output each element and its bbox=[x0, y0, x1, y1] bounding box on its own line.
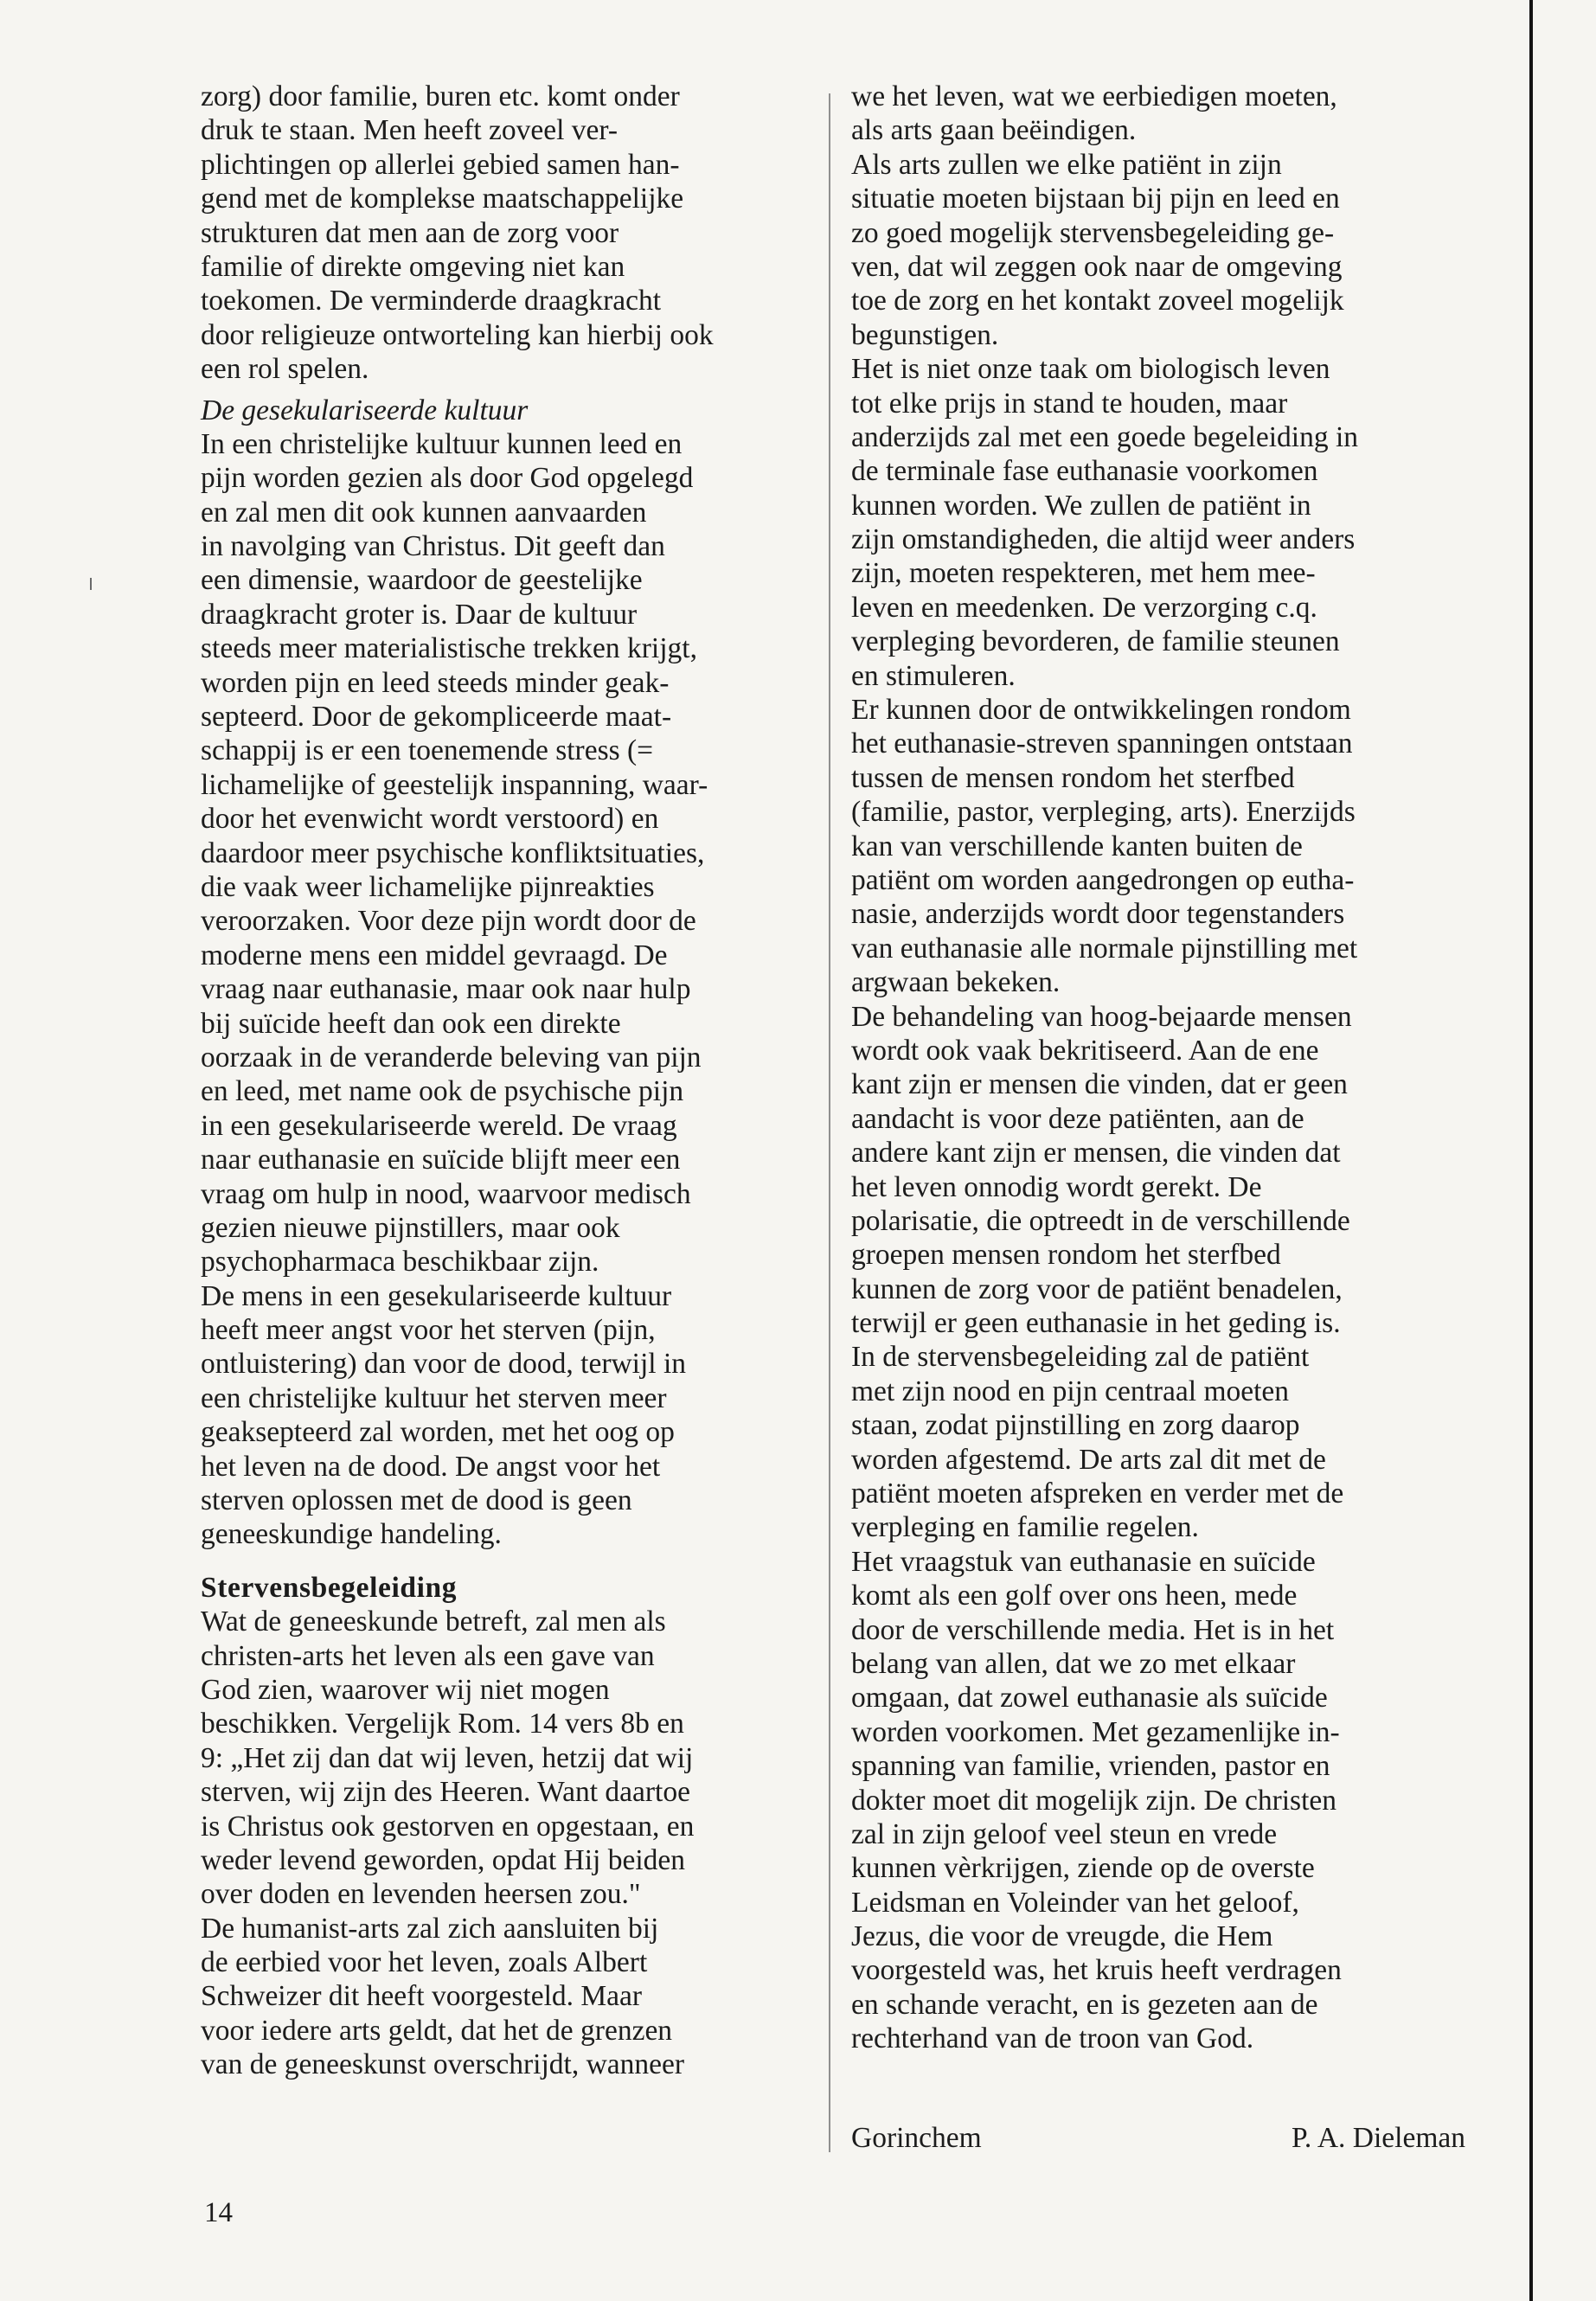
text-line: patiënt moeten afspreken en verder met de bbox=[851, 1477, 1344, 1510]
text-line: polarisatie, die optreedt in de verschillende bbox=[851, 1204, 1350, 1237]
text-line: leven en meedenken. De verzorging c.q. bbox=[851, 591, 1317, 624]
text-line: over doden en levenden heersen zou." bbox=[201, 1878, 641, 1911]
text-line: tussen de mensen rondom het sterfbed bbox=[851, 761, 1295, 794]
text-line: sterven oplossen met de dood is geen bbox=[201, 1484, 632, 1517]
column-divider bbox=[829, 93, 830, 2152]
text-line: het leven na de dood. De angst voor het bbox=[201, 1450, 661, 1483]
text-line: kant zijn er mensen die vinden, dat er geen bbox=[851, 1068, 1348, 1101]
text-line: een dimensie, waardoor de geestelijke bbox=[201, 564, 643, 597]
signature-author: P. A. Dieleman bbox=[1292, 2122, 1465, 2154]
text-line: voorgesteld was, het kruis heeft verdragen bbox=[851, 1954, 1342, 1987]
text-line: belang van allen, dat we zo met elkaar bbox=[851, 1647, 1296, 1680]
text-line: steeds meer materialistische trekken krijgt, bbox=[201, 632, 697, 665]
left-column bbox=[201, 80, 806, 2082]
text-line: plichtingen op allerlei gebied samen han- bbox=[201, 148, 680, 181]
text-line: oorzaak in de veranderde beleving van pijn bbox=[201, 1041, 702, 1074]
text-line: het leven onnodig wordt gerekt. De bbox=[851, 1170, 1262, 1203]
paragraph-family-care bbox=[201, 80, 806, 387]
text-line: en leed, met name ook de psychische pijn bbox=[201, 1075, 684, 1108]
text-line: als arts gaan beëindigen. bbox=[851, 114, 1137, 147]
text-line: druk te staan. Men heeft zoveel ver- bbox=[201, 114, 619, 147]
text-line: wordt ook vaak bekritiseerd. Aan de ene bbox=[851, 1034, 1319, 1067]
text-line: andere kant zijn er mensen, die vinden dat bbox=[851, 1137, 1341, 1170]
text-line: en schande veracht, en is gezeten aan de bbox=[851, 1988, 1318, 2021]
text-line: situatie moeten bijstaan bij pijn en leed en bbox=[851, 183, 1340, 215]
text-line: Het is niet onze taak om biologisch leven bbox=[851, 353, 1330, 386]
text-line: worden pijn en leed steeds minder geak- bbox=[201, 666, 670, 699]
text-line: toe de zorg en het kontakt zoveel mogelijk bbox=[851, 285, 1344, 317]
text-line: daardoor meer psychische konfliktsituaties, bbox=[201, 836, 705, 869]
text-line: kan van verschillende kanten buiten de bbox=[851, 830, 1303, 862]
text-line: worden voorkomen. Met gezamenlijke in- bbox=[851, 1715, 1340, 1748]
text-line: de terminale fase euthanasie voorkomen bbox=[851, 455, 1318, 488]
text-line: psychopharmaca beschikbaar zijn. bbox=[201, 1246, 599, 1279]
text-line: zo goed mogelijk stervensbegeleiding ge- bbox=[851, 216, 1335, 249]
text-line: 9: „Het zij dan dat wij leven, hetzij dat wij bbox=[201, 1741, 694, 1774]
text-line: kunnen de zorg voor de patiënt benadelen, bbox=[851, 1272, 1343, 1305]
text-line: vraag naar euthanasie, maar ook naar hulp bbox=[201, 973, 691, 1006]
text-line: naar euthanasie en suïcide blijft meer een bbox=[201, 1144, 681, 1176]
paragraph-stervensbegeleiding bbox=[201, 1605, 806, 2081]
text-line: een rol spelen. bbox=[201, 353, 369, 386]
text-line: kunnen worden. We zullen de patiënt in bbox=[851, 489, 1311, 522]
text-line: Wat de geneeskunde betreft, zal men als bbox=[201, 1606, 666, 1638]
text-line: verpleging bevorderen, de familie steunen bbox=[851, 625, 1340, 658]
text-line: worden afgestemd. De arts zal dit met de bbox=[851, 1443, 1326, 1476]
text-line: aandacht is voor deze patiënten, aan de bbox=[851, 1102, 1304, 1135]
text-line: kunnen vèrkrijgen, ziende op de overste bbox=[851, 1852, 1315, 1885]
text-line: strukturen dat men aan de zorg voor bbox=[201, 216, 619, 249]
page-edge-rule bbox=[1529, 0, 1533, 2301]
text-line: met zijn nood en pijn centraal moeten bbox=[851, 1375, 1290, 1407]
text-line: die vaak weer lichamelijke pijnreakties bbox=[201, 870, 655, 903]
text-line: schappij is er een toenemende stress (= bbox=[201, 734, 654, 767]
text-line: het euthanasie-streven spanningen ontstaan bbox=[851, 727, 1353, 760]
text-line: en zal men dit ook kunnen aanvaarden bbox=[201, 496, 647, 529]
text-line: Het vraagstuk van euthanasie en suïcide bbox=[851, 1545, 1316, 1578]
text-line: beschikken. Vergelijk Rom. 14 vers 8b en bbox=[201, 1708, 684, 1740]
text-line: God zien, waarover wij niet mogen bbox=[201, 1673, 610, 1706]
margin-mark bbox=[90, 578, 92, 590]
text-line: vraag om hulp in nood, waarvoor medisch bbox=[201, 1177, 691, 1210]
text-line: tot elke prijs in stand te houden, maar bbox=[851, 387, 1288, 420]
text-line: de eerbied voor het leven, zoals Albert bbox=[201, 1946, 648, 1979]
text-line: zal in zijn geloof veel steun en vrede bbox=[851, 1817, 1278, 1850]
right-column bbox=[851, 80, 1478, 2056]
text-line: moderne mens een middel gevraagd. De bbox=[201, 939, 668, 971]
text-line: door religieuze ontworteling kan hierbij ook bbox=[201, 318, 714, 351]
text-line: De behandeling van hoog-bejaarde mensen bbox=[851, 1000, 1352, 1033]
signature-place: Gorinchem bbox=[851, 2122, 982, 2154]
text-line: zijn, moeten respekteren, met hem mee- bbox=[851, 557, 1316, 590]
text-line: we het leven, wat we eerbiedigen moeten, bbox=[851, 80, 1337, 112]
text-line: Als arts zullen we elke patiënt in zijn bbox=[851, 148, 1282, 181]
text-line: lichamelijke of geestelijk inspanning, waar- bbox=[201, 768, 708, 801]
text-line: is Christus ook gestorven en opgestaan, en bbox=[201, 1810, 695, 1843]
text-line: zijn omstandigheden, die altijd weer anders bbox=[851, 523, 1356, 556]
text-line: pijn worden gezien als door God opgelegd bbox=[201, 462, 694, 495]
text-line: Er kunnen door de ontwikkelingen rondom bbox=[851, 694, 1351, 727]
text-line: geneeskundige handeling. bbox=[201, 1518, 502, 1551]
section-heading-stervensbegeleiding: Stervensbegeleiding bbox=[201, 1571, 458, 1604]
text-line: draagkracht groter is. Daar de kultuur bbox=[201, 598, 638, 631]
text-line: septeerd. Door de gekompliceerde maat- bbox=[201, 701, 672, 734]
text-line: patiënt om worden aangedrongen op eutha- bbox=[851, 863, 1355, 896]
text-line: nasie, anderzijds wordt door tegenstanders bbox=[851, 898, 1345, 931]
text-line: De mens in een gesekulariseerde kultuur bbox=[201, 1279, 672, 1312]
text-line: en stimuleren. bbox=[851, 659, 1016, 692]
text-line: heeft meer angst voor het sterven (pijn, bbox=[201, 1314, 656, 1347]
text-line: argwaan bekeken. bbox=[851, 966, 1061, 999]
text-line: terwijl er geen euthanasie in het geding is. bbox=[851, 1307, 1341, 1340]
text-line: Jezus, die voor de vreugde, die Hem bbox=[851, 1920, 1273, 1953]
text-line: spanning van familie, vrienden, pastor en bbox=[851, 1750, 1330, 1783]
text-line: Leidsman en Voleinder van het geloof, bbox=[851, 1886, 1299, 1919]
text-line: verpleging en familie regelen. bbox=[851, 1511, 1199, 1544]
paragraph-secularized-culture bbox=[201, 427, 806, 1552]
text-line: voor iedere arts geldt, dat het de grenzen bbox=[201, 2014, 673, 2047]
text-line: gezien nieuwe pijnstillers, maar ook bbox=[201, 1211, 620, 1244]
text-line: groepen mensen rondom het sterfbed bbox=[851, 1239, 1281, 1272]
text-line: zorg) door familie, buren etc. komt onder bbox=[201, 80, 680, 112]
text-line: (familie, pastor, verpleging, arts). Enerzijds bbox=[851, 796, 1356, 829]
text-line: een christelijke kultuur het sterven meer bbox=[201, 1381, 667, 1414]
text-line: sterven, wij zijn des Heeren. Want daartoe bbox=[201, 1776, 690, 1809]
text-line: dokter moet dit mogelijk zijn. De christen bbox=[851, 1784, 1336, 1817]
text-line: anderzijds zal met een goede begeleiding in bbox=[851, 420, 1359, 453]
text-line: komt als een golf over ons heen, mede bbox=[851, 1580, 1298, 1612]
signature-block bbox=[851, 2121, 1465, 2156]
text-line: begunstigen. bbox=[851, 318, 999, 351]
page-number: 14 bbox=[204, 2197, 233, 2228]
text-line: in navolging van Christus. Dit geeft dan bbox=[201, 530, 665, 563]
text-line: omgaan, dat zowel euthanasie als suïcide bbox=[851, 1682, 1328, 1715]
text-line: in een gesekulariseerde wereld. De vraag bbox=[201, 1109, 677, 1142]
text-line: gend met de komplekse maatschappelijke bbox=[201, 183, 684, 215]
text-line: staan, zodat pijnstilling en zorg daarop bbox=[851, 1409, 1300, 1442]
text-line: door het evenwicht wordt verstoord) en bbox=[201, 803, 659, 836]
text-line: ontluistering) dan voor de dood, terwijl in bbox=[201, 1348, 687, 1381]
text-line: In de stervensbegeleiding zal de patiënt bbox=[851, 1341, 1310, 1374]
text-line: geaksepteerd zal worden, met het oog op bbox=[201, 1416, 675, 1449]
text-line: In een christelijke kultuur kunnen leed en bbox=[201, 427, 683, 460]
subheading-secularized-culture: De gesekulariseerde kultuur bbox=[201, 394, 529, 426]
text-line: van euthanasie alle normale pijnstilling met bbox=[851, 932, 1358, 965]
text-line: Schweizer dit heeft voorgesteld. Maar bbox=[201, 1980, 643, 2013]
text-line: bij suïcide heeft dan ook een direkte bbox=[201, 1007, 621, 1040]
text-line: toekomen. De verminderde draagkracht bbox=[201, 285, 662, 317]
text-line: familie of direkte omgeving niet kan bbox=[201, 250, 625, 283]
text-line: ven, dat wil zeggen ook naar de omgeving bbox=[851, 250, 1343, 283]
text-line: rechterhand van de troon van God. bbox=[851, 2022, 1254, 2055]
text-line: De humanist-arts zal zich aansluiten bij bbox=[201, 1912, 659, 1945]
text-line: christen-arts het leven als een gave van bbox=[201, 1639, 655, 1672]
text-line: weder levend geworden, opdat Hij beiden bbox=[201, 1843, 685, 1876]
paragraph-right-column bbox=[851, 80, 1478, 2056]
text-line: veroorzaken. Voor deze pijn wordt door de bbox=[201, 905, 696, 938]
text-line: van de geneeskunst overschrijdt, wanneer bbox=[201, 2048, 685, 2081]
text-line: door de verschillende media. Het is in het bbox=[851, 1613, 1335, 1646]
